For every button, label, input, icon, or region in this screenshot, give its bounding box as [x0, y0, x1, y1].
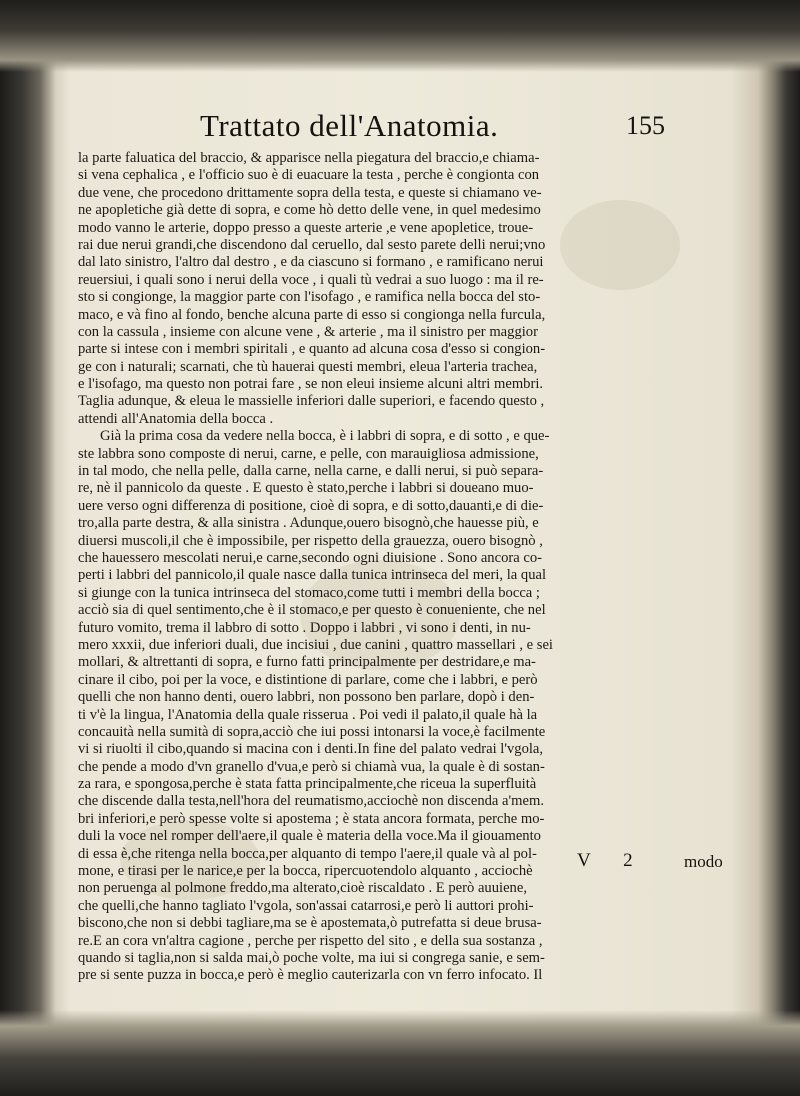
text-line: si vena cephalica , e l'officio suo è di euacuare la testa , perche è congionta con [78, 167, 540, 184]
text-line: Taglia adunque, & eleua le massielle inferiori dalle superiori, e facendo questo , [78, 393, 545, 410]
text-line: dal lato sinistro, l'altro dal destro , e da ciascuno si formano , e ramificano nerui [78, 254, 544, 271]
text-line: mone, e tirasi per le narice,e per la bocca, ripercuotendolo alquanto , acciochè [78, 863, 533, 880]
page-number: 155 [626, 111, 665, 140]
text-line: biscono,che non si debbi tagliare,ma se è apostemata,ò putrefatta si deue brusa- [78, 915, 542, 932]
text-line: za rara, e spongosa,perche è stata fatta principalmente,che riceua la superfluità [78, 776, 537, 793]
text-line: di essa è,che ritenga nella bocca,per alquanto di tempo l'aere,il quale và al pol- [78, 845, 537, 862]
text-line: acciò sia di quel sentimento,che è il stomaco,e per questo è conueniente, che nel [78, 602, 546, 619]
text-line: rai due nerui grandi,che discendono dal ceruello, dal sesto parete delli nerui;vno [78, 236, 546, 253]
text-line: mollari, & altrettanti di sopra, e furno fatti principalmente per destridare,e ma- [78, 654, 536, 671]
text-line: quando si taglia,non si salda mai,ò poche volte, ma iui si congrega sanie, e sem- [78, 949, 545, 966]
text-line: concauità nella sumità di sopra,acciò che iui possi intonarsi la voce,è facilmente [78, 723, 546, 740]
text-line: re.E an cora vn'altra cagione , perche per rispetto del sito , e della sua sostanza , [78, 932, 543, 949]
text-line: che pende a modo d'vn granello d'vua,e però si chiamà vua, la quale è di sostan- [78, 758, 545, 775]
text-line: che hauessero mescolati nerui,e carne,secondo ogni diuisione . Sono ancora co- [78, 549, 542, 566]
text-line: tro,alla parte destra, & alla sinistra . Adunque,ouero bisognò,che hauesse più, e [78, 515, 539, 532]
text-line: con la cassula , insieme con alcune vene , & arterie , ma il sinistro per maggior [78, 323, 538, 340]
text-line: sto si congionge, la maggior parte con l'isofago , e ramifica nella bocca del sto- [78, 289, 541, 306]
text-line: in tal modo, che nella pelle, dalla carne, nella carne, e dalli nerui, si può separa- [78, 463, 544, 480]
text-line: bri inferiori,e però spesse volte si apostema ; è stata ancora formata, perche mo- [78, 810, 545, 827]
catchword: modo [684, 852, 723, 871]
text-line: perti i labbri del pannicolo,il quale nasce dalla tunica intrinseca del meri, la qual [78, 567, 547, 584]
text-line: parte si intese con i membri spiritali , e quanto ad alcuna cosa d'esso si congion- [78, 341, 546, 358]
text-line: attendi all'Anatomia della bocca . [78, 410, 274, 427]
text-line: diuersi muscoli,il che è impossibile, per rispetto della grauezza, ouero bisognò , [78, 532, 543, 549]
text-line: non peruenga al polmone freddo,ma alterato,cioè riscaldato . E però auuiene, [78, 880, 527, 897]
book-page [62, 108, 738, 988]
text-line: cinare il cibo, poi per la voce, e distintione di parlare, come che i labbri, e però [78, 671, 538, 688]
text-line: che quelli,che hanno tagliato l'vgola, son'assai catarrosi,e però li auttori prohi- [78, 897, 534, 914]
scan-bottom-edge [0, 1010, 800, 1096]
text-line: si giunge con la tunica intrinseca del stomaco,come tutti i membri della bocca ; [78, 584, 540, 601]
text-line: ti v'è la lingua, l'Anatomia della quale risserua . Poi vedi il palato,il quale hà la [78, 706, 538, 723]
text-line: quelli che non hanno denti, ouero labbri, non possono ben parlare, dopò i den- [78, 689, 535, 706]
text-line: che discende dalla testa,nell'hora del reumatismo,acciochè non discenda a'mem. [78, 793, 544, 810]
text-line: futuro vomito, trema il labbro di sotto . Doppo i labbri , vi sono i denti, in nu- [78, 619, 531, 636]
text-line: pre si sente puzza in bocca,e però è meglio cauterizarla con vn ferro infocato. Il [78, 967, 543, 984]
scan-top-edge [0, 0, 800, 72]
paragraph-start-line: Già la prima cosa da vedere nella bocca, è i labbri di sopra, e di sotto , e que- [100, 428, 550, 445]
text-line: re, nè il pannicolo da queste . E questo è stato,perche i labbri si doueano muo- [78, 480, 534, 497]
text-line: due vene, che procedono drittamente sopra della testa, e queste si chiamano ve- [78, 184, 542, 201]
running-title: Trattato dell'Anatomia. [200, 108, 499, 143]
text-line: ge con i naturali; scarnati, che tù hauerai questi membri, eleua l'arteria trachea, [78, 358, 538, 375]
text-line: uere verso ogni differenza di positione, cioè di sopra, e di sotto,dauanti,e di die- [78, 497, 544, 514]
text-line: modo vanno le arterie, doppo presso a queste arterie ,e vene apopletice, troue- [78, 219, 534, 236]
text-line: mero xxxii, due inferiori duali, due incisiui , due canini , quattro massellari , e sei [78, 636, 553, 653]
text-line: maco, e và fino al fondo, benche alcuna parte di esso si congionga nella furcula, [78, 306, 546, 323]
text-line: reuersiui, i quali sono i nerui della voce , i quali tù vedrai a suo luogo : ma il re- [78, 271, 544, 288]
text-line: la parte faluatica del braccio, & apparisce nella piegatura del braccio,e chiama- [78, 150, 540, 166]
text-line: duli la voce nel romper dell'aere,il quale è materia della voce.Ma il giouamento [78, 828, 541, 845]
running-head [62, 108, 738, 148]
text-line: ste labbra sono composte di nerui, carne, e pelle, con marauigliosa admissione, [78, 445, 539, 462]
text-line: vi si riuolti il cibo,quando si macina con i denti.In fine del palato vedrai l'vgola, [78, 741, 544, 758]
text-line: ne apopletiche già dette di sopra, e come hò detto delle vene, in quel medesimo [78, 202, 541, 219]
text-line: e l'isofago, ma questo non potrai fare , se non eleui insieme alcuni altri membri. [78, 376, 544, 393]
signature-mark: V 2 [577, 850, 647, 871]
